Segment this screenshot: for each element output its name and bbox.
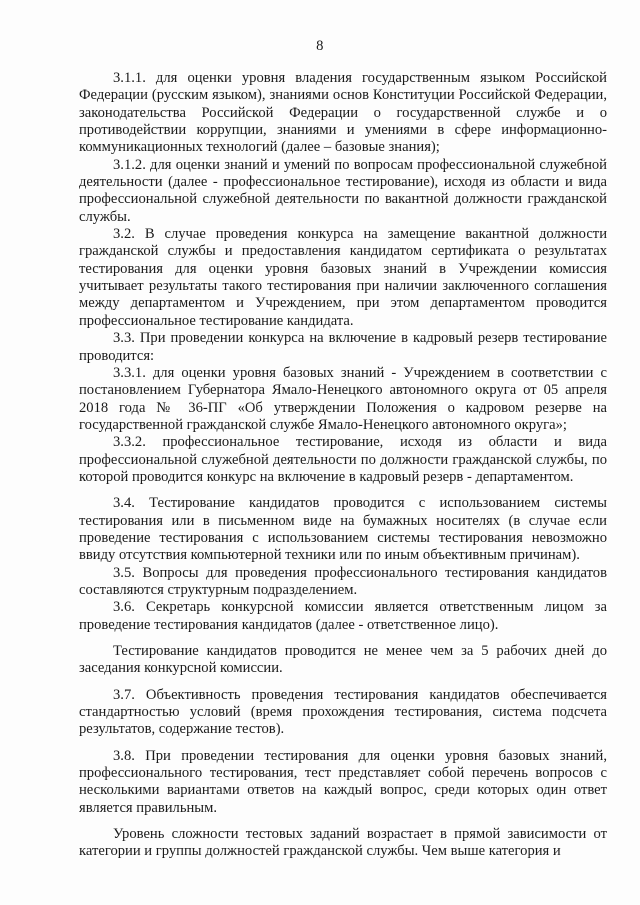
page-number: 8 [316,38,324,54]
paragraph-testing-deadline: Тестирование кандидатов проводится не менее чем за 5 рабочих дней до заседания конкурсной комиссии. [79,643,607,677]
paragraph-3-6: 3.6. Секретарь конкурсной комиссии является ответственным лицом за проведение тестирования кандидатов (далее - ответственное лицо). [79,599,607,633]
paragraph-3-3-1: 3.3.1. для оценки уровня базовых знаний - Учреждением в соответствии с постановлением Губернатора Ямало-Ненецкого автономного округа от 05 апреля 2018 года № 36-ПГ «Об утверждении Положения о кадровом резерве на государственной гражданской службе Ямало-Ненецкого автономного округа»; [79,364,607,433]
paragraph-3-1-1: 3.1.1. для оценки уровня владения государственным языком Российской Федерации (русским языком), знаниями основ Конституции Российской Федерации, законодательства Российской Федерации о государственной службе и о противодействии коррупции, знаниями и умениями в сфере информационно-коммуникационных технологий (далее – базовые знания); [79,70,607,156]
document-body [79,70,607,861]
paragraph-3-4: 3.4. Тестирование кандидатов проводится с использованием системы тестирования или в письменном виде на бумажных носителях (в случае если проведение тестирования с использованием системы тестирования невозможно ввиду отсутствия компьютерной техники или по иным объективным причинам). [79,495,607,564]
paragraph-3-3-2: 3.3.2. профессиональное тестирование, исходя из области и вида профессиональной служебной деятельности по должности гражданской службы, по которой проводится конкурс на включение в кадровый резерв - департаментом. [79,434,607,485]
paragraph-3-2: 3.2. В случае проведения конкурса на замещение вакантной должности гражданской службы и предоставления кандидатом сертификата о результатах тестирования для оценки уровня базовых знаний в Учреждении комиссия учитывает результаты такого тестирования при наличии заключенного соглашения между департаментом и Учреждением, при этом департаментом проводится профессиональное тестирование кандидата. [79,226,607,329]
paragraph-3-3: 3.3. При проведении конкурса на включение в кадровый резерв тестирование проводится: [79,330,607,364]
paragraph-3-1-2: 3.1.2. для оценки знаний и умений по вопросам профессиональной служебной деятельности (далее - профессиональное тестирование), исходя из области и вида профессиональной служебной деятельности по вакантной должности гражданской службы. [79,156,607,225]
paragraph-difficulty-level: Уровень сложности тестовых заданий возрастает в прямой зависимости от категории и группы должностей гражданской службы. Чем выше категория и [79,826,607,860]
paragraph-3-5: 3.5. Вопросы для проведения профессионального тестирования кандидатов составляются структурным подразделением. [79,564,607,598]
paragraph-3-7: 3.7. Объективность проведения тестирования кандидатов обеспечивается стандартностью условий (время прохождения тестирования, система подсчета результатов, содержание тестов). [79,686,607,738]
paragraph-3-8: 3.8. При проведении тестирования для оценки уровня базовых знаний, профессионального тестирования, тест представляет собой перечень вопросов с несколькими вариантами ответов на каждый вопрос, среди которых один ответ является правильным. [79,747,607,816]
